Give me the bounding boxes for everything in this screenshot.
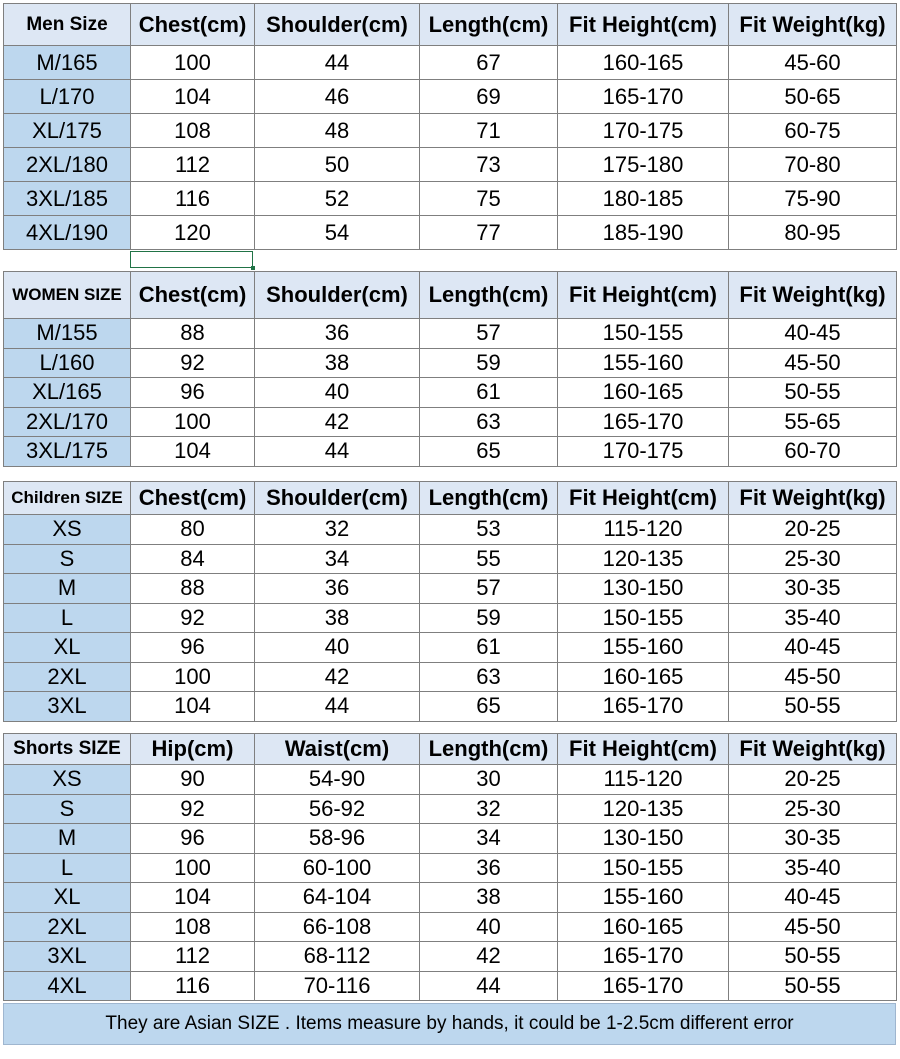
table-cell: 92 [131,603,255,633]
table-cell: 20-25 [729,765,897,795]
header-cell-length: Length(cm) [420,482,558,515]
table-cell: 20-25 [729,515,897,545]
table-cell: 96 [131,378,255,408]
table-cell: 34 [420,824,558,854]
table-cell: 185-190 [558,216,729,250]
header-cell-fit-weight: Fit Weight(kg) [729,734,897,765]
table-row [4,692,897,722]
table-row [4,46,897,80]
table-row [4,216,897,250]
table-cell: 42 [420,942,558,972]
table-row [4,437,897,467]
header-cell-fit-weight: Fit Weight(kg) [729,4,897,46]
table-cell: 160-165 [558,912,729,942]
table-cell: 61 [420,378,558,408]
table-cell: 36 [420,853,558,883]
table-cell: 96 [131,633,255,663]
table-cell: 155-160 [558,883,729,913]
table-row [4,348,897,378]
size-label-cell: 3XL [4,692,131,722]
table-cell: 60-75 [729,114,897,148]
table-body [4,515,897,722]
table-cell: 71 [420,114,558,148]
header-cell-fit-height: Fit Height(cm) [558,4,729,46]
table-cell: 155-160 [558,633,729,663]
header-cell-fit-weight: Fit Weight(kg) [729,482,897,515]
table-cell: 50 [255,148,420,182]
table-cell: 40-45 [729,883,897,913]
table-cell: 90 [131,765,255,795]
header-cell-size: Men Size [4,4,131,46]
header-cell-size: Shorts SIZE [4,734,131,765]
selected-cell-outline[interactable] [130,251,253,268]
table-row [4,633,897,663]
table-cell: 30-35 [729,574,897,604]
table-cell: 55-65 [729,407,897,437]
table-cell: 160-165 [558,378,729,408]
header-cell-fit-height: Fit Height(cm) [558,482,729,515]
table-cell: 130-150 [558,574,729,604]
table-cell: 32 [255,515,420,545]
table-cell: 38 [255,603,420,633]
table-cell: 40 [255,378,420,408]
header-cell-shoulder: Shoulder(cm) [255,482,420,515]
table-cell: 38 [420,883,558,913]
table-cell: 58-96 [255,824,420,854]
size-label-cell: 3XL/175 [4,437,131,467]
table-cell: 165-170 [558,971,729,1001]
header-cell-size: WOMEN SIZE [4,272,131,319]
size-label-cell: 4XL [4,971,131,1001]
table-cell: 53 [420,515,558,545]
table-cell: 55 [420,544,558,574]
table-cell: 40-45 [729,319,897,349]
table-cell: 44 [255,437,420,467]
size-label-cell: L [4,603,131,633]
table-cell: 34 [255,544,420,574]
table-cell: 54 [255,216,420,250]
table-row [4,971,897,1001]
table-cell: 40 [255,633,420,663]
table-cell: 59 [420,348,558,378]
header-cell-length: Length(cm) [420,272,558,319]
table-cell: 170-175 [558,114,729,148]
table-cell: 165-170 [558,80,729,114]
table-row [4,319,897,349]
table-cell: 44 [255,692,420,722]
table-cell: 50-55 [729,971,897,1001]
size-label-cell: M/155 [4,319,131,349]
table-row [4,883,897,913]
table-cell: 54-90 [255,765,420,795]
table-cell: 45-50 [729,662,897,692]
table-cell: 104 [131,883,255,913]
table-header-row [4,734,897,765]
table-cell: 88 [131,319,255,349]
table-cell: 48 [255,114,420,148]
women-size-table [3,271,897,467]
table-cell: 50-55 [729,692,897,722]
table-row [4,544,897,574]
size-label-cell: S [4,544,131,574]
size-label-cell: L [4,853,131,883]
table-cell: 150-155 [558,853,729,883]
table-cell: 80-95 [729,216,897,250]
size-label-cell: 2XL [4,662,131,692]
table-cell: 36 [255,319,420,349]
table-row [4,942,897,972]
table-cell: 44 [420,971,558,1001]
table-cell: 25-30 [729,794,897,824]
size-label-cell: 2XL/170 [4,407,131,437]
table-cell: 45-50 [729,912,897,942]
header-cell-length: Length(cm) [420,4,558,46]
header-cell-fit-height: Fit Height(cm) [558,734,729,765]
size-label-cell: 3XL [4,942,131,972]
table-row [4,407,897,437]
table-cell: 67 [420,46,558,80]
table-row [4,148,897,182]
table-cell: 63 [420,407,558,437]
size-label-cell: XL [4,633,131,663]
table-cell: 42 [255,407,420,437]
table-body [4,46,897,250]
table-row [4,574,897,604]
size-label-cell: M [4,824,131,854]
header-cell-size: Children SIZE [4,482,131,515]
table-cell: 69 [420,80,558,114]
table-cell: 57 [420,319,558,349]
table-cell: 92 [131,794,255,824]
table-body [4,319,897,467]
table-cell: 180-185 [558,182,729,216]
header-cell-shoulder: Shoulder(cm) [255,272,420,319]
table-cell: 45-50 [729,348,897,378]
table-cell: 104 [131,80,255,114]
table-cell: 65 [420,437,558,467]
table-cell: 59 [420,603,558,633]
header-cell-length: Length(cm) [420,734,558,765]
table-cell: 120-135 [558,544,729,574]
table-cell: 175-180 [558,148,729,182]
table-cell: 35-40 [729,603,897,633]
table-cell: 100 [131,662,255,692]
asian-size-note [3,1003,896,1045]
table-cell: 50-65 [729,80,897,114]
table-cell: 112 [131,148,255,182]
table-cell: 45-60 [729,46,897,80]
table-cell: 165-170 [558,692,729,722]
table-cell: 115-120 [558,765,729,795]
table-row [4,794,897,824]
table-cell: 56-92 [255,794,420,824]
table-cell: 165-170 [558,942,729,972]
table-cell: 73 [420,148,558,182]
table-cell: 50-55 [729,942,897,972]
header-cell-chest: Chest(cm) [131,482,255,515]
table-cell: 50-55 [729,378,897,408]
table-cell: 75-90 [729,182,897,216]
table-cell: 61 [420,633,558,663]
table-row [4,824,897,854]
size-label-cell: 3XL/185 [4,182,131,216]
table-cell: 46 [255,80,420,114]
header-cell-shoulder: Shoulder(cm) [255,4,420,46]
table-cell: 92 [131,348,255,378]
table-cell: 60-70 [729,437,897,467]
table-cell: 160-165 [558,46,729,80]
table-body [4,765,897,1001]
table-cell: 130-150 [558,824,729,854]
table-row [4,912,897,942]
table-cell: 170-175 [558,437,729,467]
table-cell: 36 [255,574,420,604]
table-row [4,378,897,408]
table-cell: 57 [420,574,558,604]
shorts-size-table [3,733,897,1001]
table-cell: 112 [131,942,255,972]
size-label-cell: 4XL/190 [4,216,131,250]
table-cell: 30 [420,765,558,795]
table-cell: 116 [131,182,255,216]
table-row [4,80,897,114]
children-size-table [3,481,897,722]
table-row [4,662,897,692]
table-cell: 25-30 [729,544,897,574]
table-cell: 104 [131,437,255,467]
header-cell-hip: Hip(cm) [131,734,255,765]
header-cell-fit-weight: Fit Weight(kg) [729,272,897,319]
table-cell: 108 [131,114,255,148]
table-cell: 70-80 [729,148,897,182]
table-header-row [4,272,897,319]
size-label-cell: S [4,794,131,824]
table-cell: 35-40 [729,853,897,883]
header-cell-chest: Chest(cm) [131,4,255,46]
table-row [4,853,897,883]
size-label-cell: XS [4,765,131,795]
table-cell: 120 [131,216,255,250]
size-label-cell: XL/165 [4,378,131,408]
table-header-row [4,4,897,46]
table-cell: 42 [255,662,420,692]
table-cell: 100 [131,853,255,883]
table-cell: 30-35 [729,824,897,854]
table-header-row [4,482,897,515]
table-cell: 116 [131,971,255,1001]
size-label-cell: XL [4,883,131,913]
table-cell: 52 [255,182,420,216]
table-cell: 66-108 [255,912,420,942]
men-size-table [3,3,897,250]
size-label-cell: 2XL [4,912,131,942]
table-cell: 96 [131,824,255,854]
table-cell: 100 [131,407,255,437]
size-label-cell: L/170 [4,80,131,114]
table-row [4,765,897,795]
table-cell: 108 [131,912,255,942]
table-cell: 65 [420,692,558,722]
table-cell: 150-155 [558,603,729,633]
size-label-cell: XS [4,515,131,545]
table-row [4,515,897,545]
size-label-cell: M/165 [4,46,131,80]
table-cell: 115-120 [558,515,729,545]
table-cell: 104 [131,692,255,722]
table-cell: 84 [131,544,255,574]
table-cell: 100 [131,46,255,80]
table-cell: 40 [420,912,558,942]
table-cell: 88 [131,574,255,604]
table-cell: 155-160 [558,348,729,378]
table-cell: 40-45 [729,633,897,663]
size-label-cell: M [4,574,131,604]
table-cell: 60-100 [255,853,420,883]
header-cell-chest: Chest(cm) [131,272,255,319]
table-row [4,114,897,148]
table-cell: 32 [420,794,558,824]
table-row [4,182,897,216]
size-label-cell: L/160 [4,348,131,378]
table-cell: 77 [420,216,558,250]
table-cell: 165-170 [558,407,729,437]
asian-size-note-text: They are Asian SIZE . Items measure by hands, it could be 1-2.5cm different error [105,1013,794,1034]
size-label-cell: 2XL/180 [4,148,131,182]
table-cell: 120-135 [558,794,729,824]
table-cell: 68-112 [255,942,420,972]
table-row [4,603,897,633]
header-cell-waist: Waist(cm) [255,734,420,765]
table-cell: 80 [131,515,255,545]
size-label-cell: XL/175 [4,114,131,148]
table-cell: 64-104 [255,883,420,913]
header-cell-fit-height: Fit Height(cm) [558,272,729,319]
table-cell: 38 [255,348,420,378]
table-cell: 63 [420,662,558,692]
table-cell: 160-165 [558,662,729,692]
table-cell: 75 [420,182,558,216]
table-cell: 70-116 [255,971,420,1001]
table-cell: 44 [255,46,420,80]
table-cell: 150-155 [558,319,729,349]
